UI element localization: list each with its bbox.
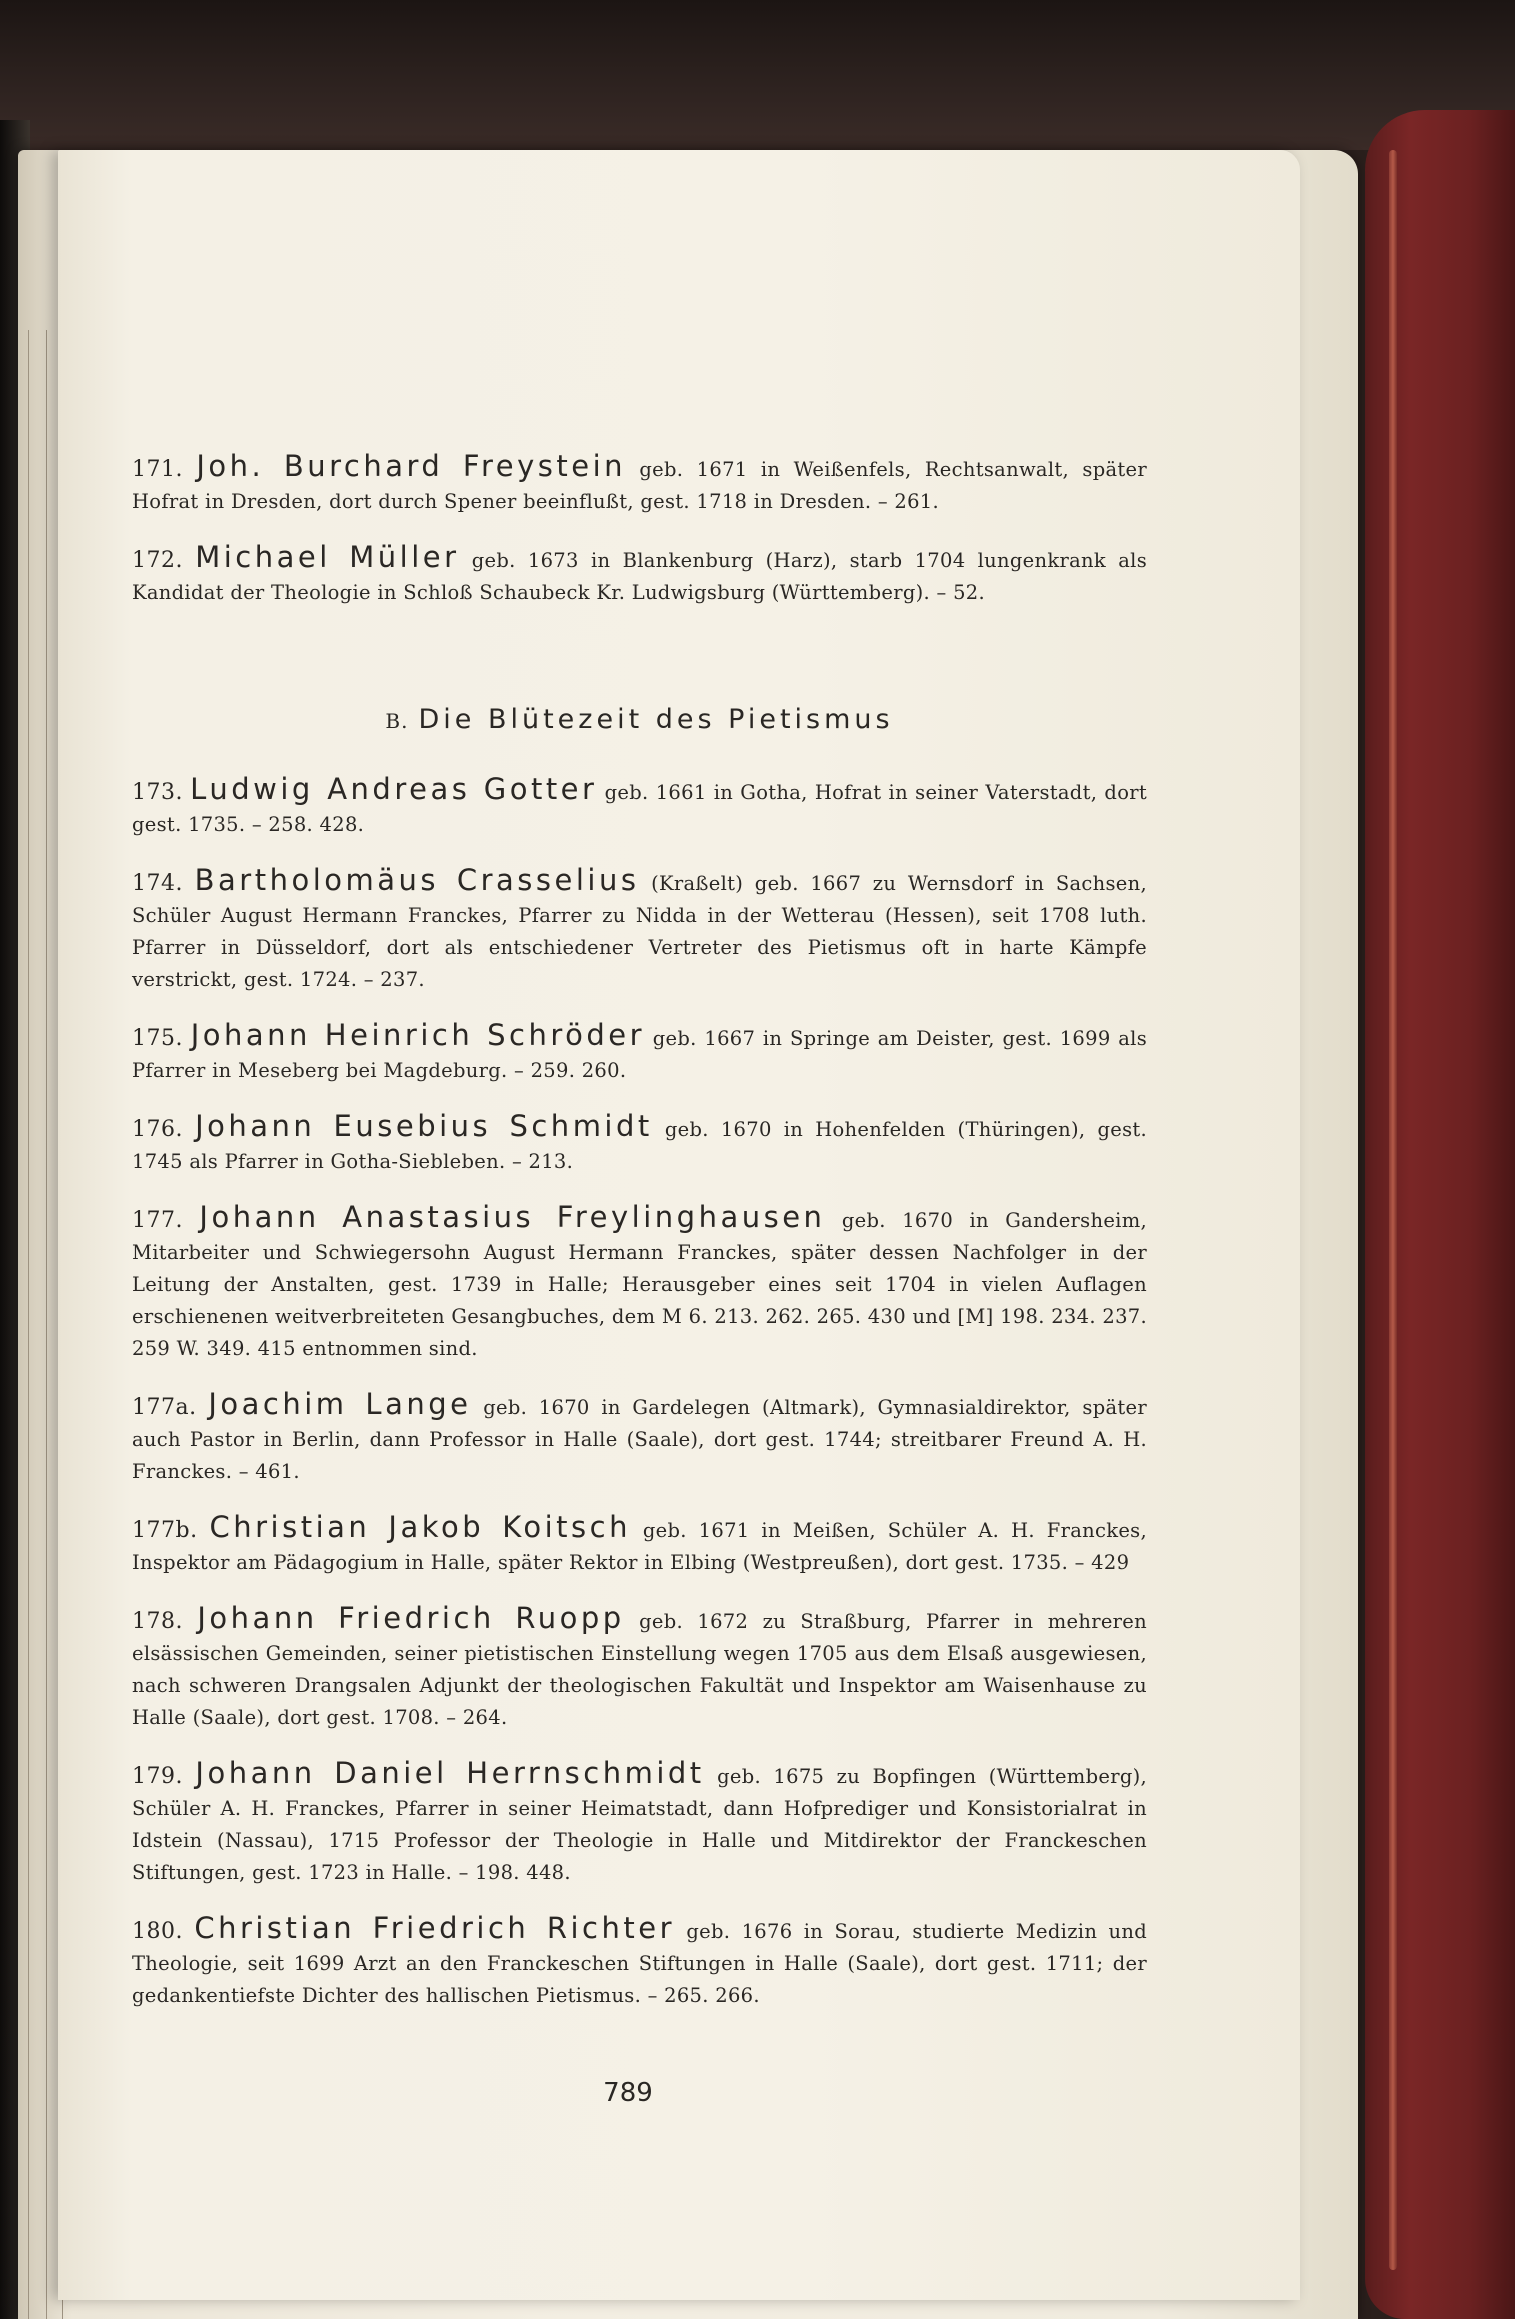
entry-174: 174. Bartholomäus Crasselius (Kraßelt) geb. 1667 zu Wernsdorf in Sachsen, Schüler August Hermann Franckes, Pfarrer zu Nidda in der Wetterau (Hessen), seit 1708 luth. Pfarrer in Düsseldorf, dort als entschiedener Vertreter des Pietismus oft in harte Kämpfe verstrickt, gest. 1724. – 237.: [132, 863, 1148, 991]
entry-name: Joh. Burchard Freystein: [196, 449, 627, 483]
entry-name: Johann Heinrich Schröder: [190, 1018, 646, 1052]
entry-172: 172. Michael Müller geb. 1673 in Blankenburg (Harz), starb 1704 lungenkrank als Kandidat der Theologie in Schloß Schaubeck Kr. Ludwigsburg (Württemberg). – 52.: [132, 540, 1148, 604]
entry-176: 176. Johann Eusebius Schmidt geb. 1670 in Hohenfelden (Thüringen), gest. 1745 als Pfarrer in Gotha-Siebleben. – 213.: [132, 1109, 1148, 1173]
entry-name: Christian Friedrich Richter: [194, 1911, 675, 1945]
entry-178: 178. Johann Friedrich Ruopp geb. 1672 zu Straßburg, Pfarrer in mehreren elsässischen Gemeinden, seiner pietistischen Einstellung wegen 1705 aus dem Elsaß ausgewiesen, nach schweren Drangsalen Adjunkt der theologischen Fakultät und Inspektor am Waisenhause zu Halle (Saale), dort gest. 1708. – 264.: [132, 1601, 1147, 1729]
entry-name: Johann Anastasius Freylinghausen: [199, 1200, 826, 1234]
entry-175: 175. Johann Heinrich Schröder geb. 1667 in Springe am Deister, gest. 1699 als Pfarrer in Meseberg bei Magdeburg. – 259. 260.: [132, 1018, 1148, 1082]
entry-name: Christian Jakob Koitsch: [209, 1510, 631, 1544]
page-number: 789: [603, 2078, 653, 2108]
entry-name: Johann Daniel Herrnschmidt: [195, 1756, 705, 1790]
entry-173: 173. Ludwig Andreas Gotter geb. 1661 in Gotha, Hofrat in seiner Vaterstadt, dort gest. 1735. – 258. 428.: [132, 772, 1147, 836]
entry-name: Ludwig Andreas Gotter: [190, 772, 598, 806]
entry-177a: 177a. Joachim Lange geb. 1670 in Gardelegen (Altmark), Gymnasialdirektor, später auch Pastor in Berlin, dann Professor in Halle (Saale), dort gest. 1744; streitbarer Freund A. H. Franckes. – 461.: [132, 1387, 1147, 1483]
entry-171: 171. Joh. Burchard Freystein geb. 1671 in Weißenfels, Rechtsanwalt, später Hofrat in Dresden, dort durch Spener beeinflußt, gest. 1718 in Dresden. – 261.: [132, 449, 1148, 513]
entry-179: 179. Johann Daniel Herrnschmidt geb. 1675 zu Bopfingen (Württemberg), Schüler A. H. Franckes, Pfarrer in seiner Heimatstadt, dann Hofprediger und Konsistorialrat in Idstein (Nassau), 1715 Professor der Theologie in Halle und Mitdirektor der Franckeschen Stiftungen, gest. 1723 in Halle. – 198. 448.: [132, 1756, 1148, 1884]
binding-edge: [1389, 150, 1397, 2270]
book-cover-top: [0, 0, 1515, 150]
entry-180: 180. Christian Friedrich Richter geb. 1676 in Sorau, studierte Medizin und Theologie, seit 1699 Arzt an den Franckeschen Stiftungen in Halle (Saale), dort gest. 1711; der gedankentiefste Dichter des hallischen Pietismus. – 265. 266.: [132, 1911, 1148, 2007]
book-binding: [1365, 110, 1515, 2319]
entry-177: 177. Johann Anastasius Freylinghausen geb. 1670 in Gandersheim, Mitarbeiter und Schwiegersohn August Hermann Franckes, später dessen Nachfolger in der Leitung der Anstalten, gest. 1739 in Halle; Herausgeber eines seit 1704 in vielen Auflagen erschienenen weitverbreiteten Gesangbuches, dem M 6. 213. 262. 265. 430 und [M] 198. 234. 237. 259 W. 349. 415 entnommen sind.: [132, 1200, 1148, 1360]
entry-name: Johann Friedrich Ruopp: [197, 1601, 625, 1635]
page-text: [132, 450, 1147, 2035]
book-page: [58, 150, 1300, 2300]
entry-name: Bartholomäus Crasselius: [194, 863, 640, 897]
entry-name: Joachim Lange: [208, 1387, 472, 1421]
entry-name: Johann Eusebius Schmidt: [195, 1109, 653, 1143]
entry-177b: 177b. Christian Jakob Koitsch geb. 1671 in Meißen, Schüler A. H. Franckes, Inspektor am Pädagogium in Halle, später Rektor in Elbing (Westpreußen), dort gest. 1735. – 429: [132, 1510, 1147, 1574]
section-heading: B. Die Blütezeit des Pietismus: [385, 704, 894, 735]
entry-name: Michael Müller: [195, 540, 460, 574]
